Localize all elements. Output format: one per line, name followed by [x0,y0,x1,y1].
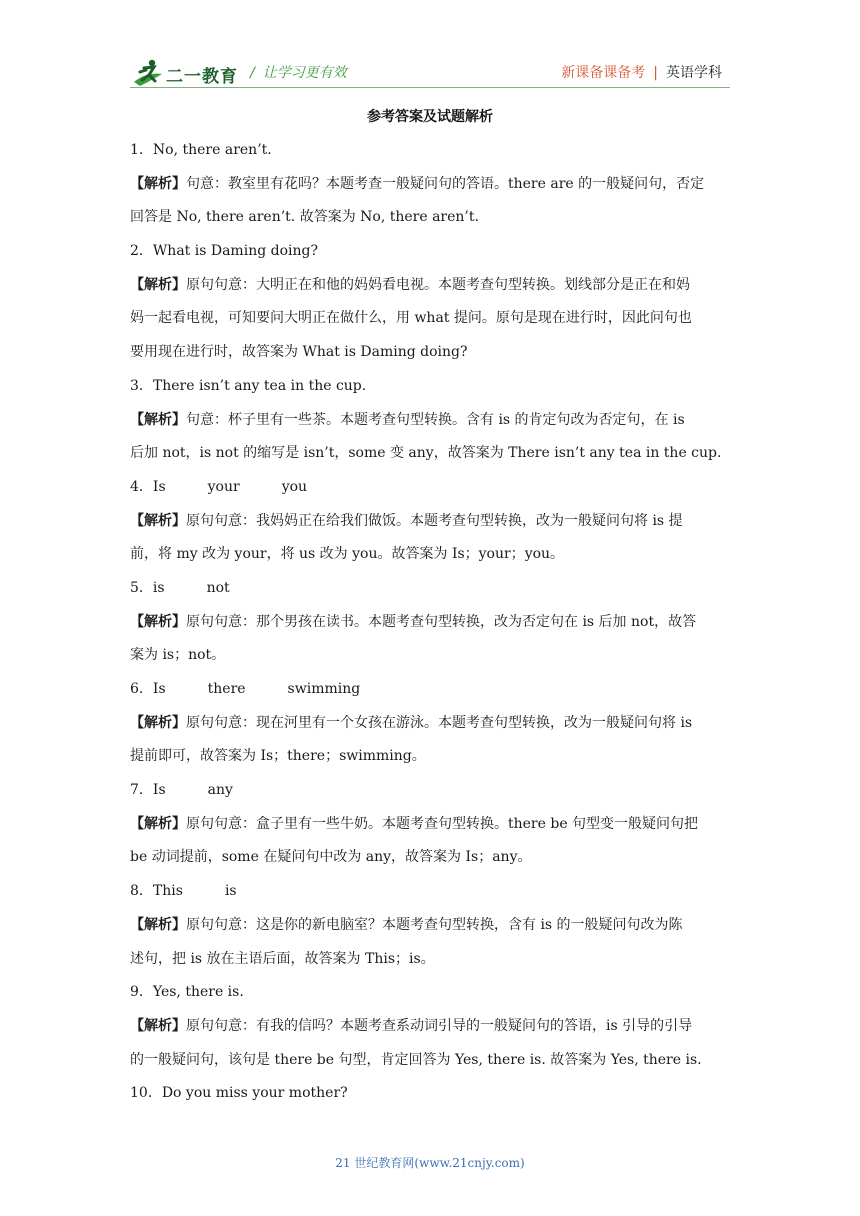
item-number: 1． [130,142,153,158]
analysis-tag: 【解析】 [130,815,186,832]
explanation-text: 述句，把 is 放在主语后面，故答案为 This；is。 [130,950,435,967]
analysis-tag: 【解析】 [130,276,186,293]
item-number: 2． [130,243,153,260]
answer-word: not [206,579,230,596]
page-footer: 21 世纪教育网(www.21cnjy.com) [335,1156,525,1170]
answer-line [130,875,730,909]
explanation-text: 妈一起看电视，可知要问大明正在做什么，用 what 提问。原句是现在进行时，因此问句也 [130,310,692,327]
explanation-line [130,437,730,471]
item-number: 7． [130,782,153,799]
answer-line [130,673,730,707]
answer-word: your [207,478,240,495]
answer-word: There isn’t any tea in the cup. [152,377,367,394]
explanation-line [130,740,730,774]
explanation-line [130,168,730,202]
answer-word: any [207,782,233,799]
explanation-text: 的一般疑问句，该句是 there be 句型，肯定回答为 Yes, there is. 故答案为 Yes, there is. [130,1051,702,1068]
explanation-line [130,909,730,943]
explanation-text: 要用现在进行时，故答案为 What is Daming doing? [130,344,468,361]
analysis-tag: 【解析】 [130,1017,186,1034]
page-title: 参考答案及试题解析 [367,109,493,125]
analysis-tag: 【解析】 [130,916,186,933]
explanation-text: 原句句意：大明正在和他的妈妈看电视。本题考查句型转换。划线部分是正在和妈 [186,276,690,293]
header-right-label: 新课备课备考 [561,65,646,81]
explanation-line [130,538,730,572]
item-number: 9． [130,984,153,1001]
logo-text: 二一教育 [166,67,238,87]
explanation-line [130,606,730,640]
answer-word: swimming [287,681,361,697]
subject-label: 英语学科 [666,65,722,81]
explanation-line [130,269,730,303]
explanation-line [130,505,730,539]
answer-line [130,976,730,1010]
answer-line [130,235,730,269]
running-man-icon [132,56,166,90]
header-right [561,62,722,82]
explanation-text: 原句句意：有我的信吗？本题考查系动词引导的一般疑问句的答语，is 引导的引导 [186,1017,693,1034]
analysis-tag: 【解析】 [130,411,186,428]
explanation-line [130,404,730,438]
answer-line [130,1077,730,1111]
explanation-line [130,707,730,741]
logo [132,56,242,90]
answer-word: Yes, there is. [152,984,244,1001]
answer-word: Do you miss your mother? [161,1085,348,1102]
explanation-text: 原句句意：现在河里有一个女孩在游泳。本题考查句型转换，改为一般疑问句将 is [186,714,693,731]
answer-line [130,774,730,808]
explanation-line [130,841,730,875]
answer-line [130,370,730,404]
item-number: 8． [130,883,153,900]
explanation-text: 原句句意：这是你的新电脑室？本题考查句型转换，含有 is 的一般疑问句改为陈 [186,916,683,933]
analysis-tag: 【解析】 [130,175,186,192]
explanation-line [130,336,730,370]
answer-word: is [152,579,165,596]
answer-word: is [224,883,237,900]
explanation-text: 案为 is；not。 [130,647,226,664]
answer-word: you [281,478,308,495]
answer-word: there [207,681,246,697]
explanation-line [130,1044,730,1078]
explanation-text: be 动词提前，some 在疑问句中改为 any，故答案为 Is；any。 [130,849,532,866]
explanation-text: 提前即可，故答案为 Is；there；swimming。 [130,748,426,765]
header-separator: | [653,65,658,81]
explanation-line [130,639,730,673]
explanation-line [130,808,730,842]
explanation-line [130,302,730,336]
explanation-line [130,1010,730,1044]
explanation-text: 原句句意：我妈妈正在给我们做饭。本题考查句型转换，改为一般疑问句将 is 提 [186,512,683,529]
slogan-slash: / [250,65,255,81]
slogan-text: 让学习更有效 [262,65,347,81]
explanation-text: 句意：教室里有花吗？本题考查一般疑问句的答语。there are 的一般疑问句，否定 [186,175,705,192]
analysis-tag: 【解析】 [130,512,186,529]
explanation-text: 句意：杯子里有一些茶。本题考查句型转换。含有 is 的肯定句改为否定句，在 is [186,411,685,428]
answer-word: Is [152,478,166,495]
answer-word: Is [152,681,166,697]
answer-line [130,471,730,505]
explanation-text: 前，将 my 改为 your，将 us 改为 you。故答案为 Is；your；you。 [130,546,565,563]
explanation-line [130,201,730,235]
explanation-text: 后加 not，is not 的缩写是 isn’t，some 变 any，故答案为 There isn’t any tea in the cup. [130,445,722,462]
item-number: 6． [130,681,153,697]
header-divider [130,87,730,88]
answer-word: What is Daming doing? [152,243,318,260]
answer-word: No, there aren’t. [152,142,272,158]
answer-line [130,134,730,168]
explanation-text: 原句句意：盒子里有一些牛奶。本题考查句型转换。there be 句型变一般疑问句把 [186,815,699,832]
item-number: 5． [130,579,153,596]
explanation-text: 回答是 No, there aren’t. 故答案为 No, there aren’t. [130,209,479,226]
answer-word: Is [152,782,166,799]
slogan [250,62,347,82]
answer-line [130,572,730,606]
explanation-text: 原句句意：那个男孩在读书。本题考查句型转换，改为否定句在 is 后加 not，故答 [186,613,697,630]
analysis-tag: 【解析】 [130,613,186,630]
page-header [0,0,860,100]
analysis-tag: 【解析】 [130,714,186,731]
explanation-line [130,943,730,977]
item-number: 10． [130,1085,162,1102]
item-number: 3． [130,377,153,394]
answer-word: This [152,883,183,900]
item-number: 4． [130,478,153,495]
answer-list [130,134,730,1111]
